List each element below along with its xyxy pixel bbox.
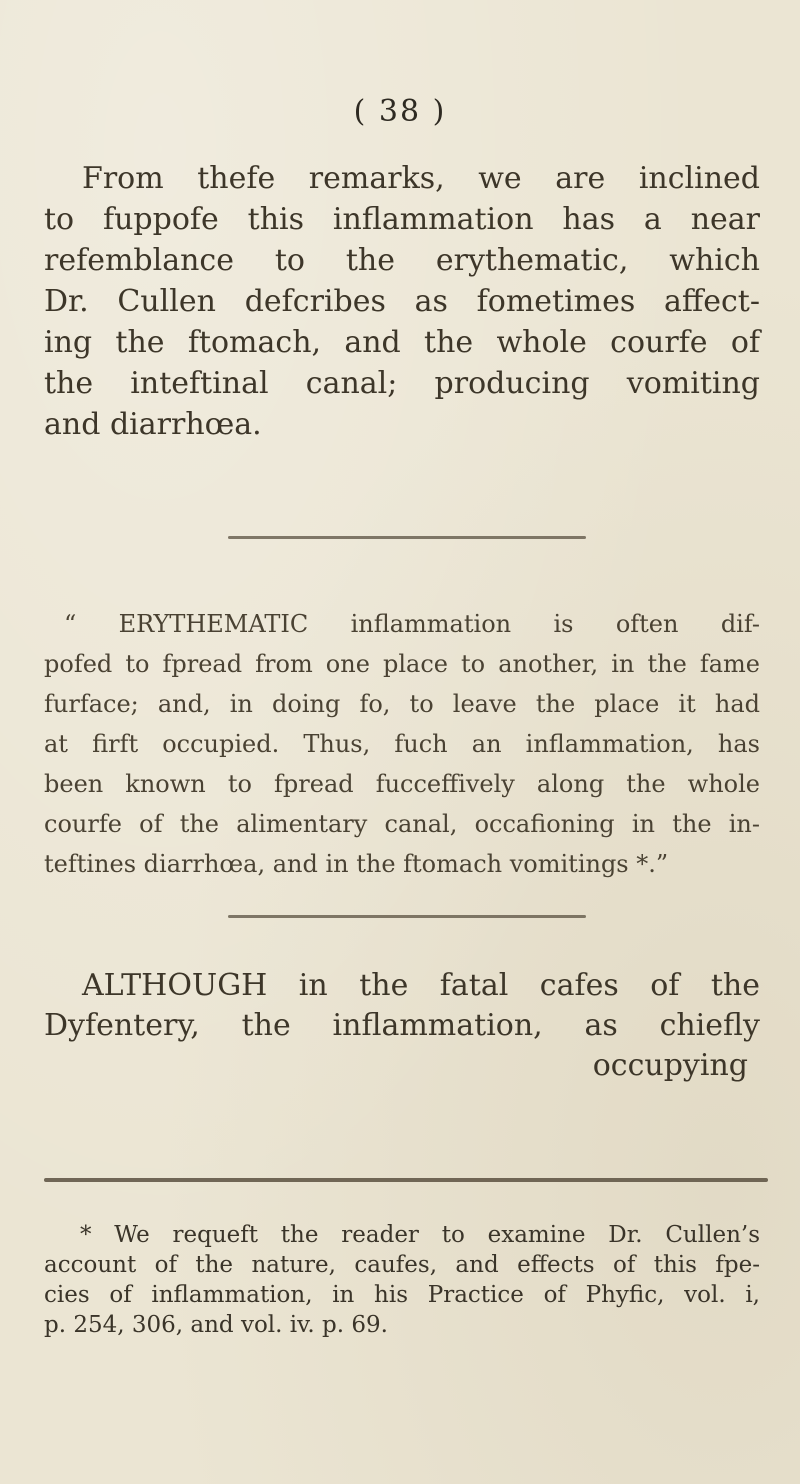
text-line: Dyfentery, the inflammation, as chiefly [44, 1008, 760, 1043]
section-divider [228, 915, 586, 918]
footnote [44, 1220, 760, 1340]
footnote-rule [44, 1178, 768, 1182]
text-line: ing the ftomach, and the whole courfe of [44, 325, 760, 360]
paragraph-although [44, 966, 760, 1086]
catchword: occupying [592, 1048, 748, 1083]
text-line: at firft occupied. Thus, fuch an inflammation, has [44, 730, 760, 758]
footnote-line: account of the nature, caufes, and effects of this fpe- [44, 1252, 760, 1278]
footnote-line: cies of inflammation, in his Practice of Phyfic, vol. i, [44, 1282, 760, 1308]
text-line: been known to fpread fucceffively along the whole [44, 770, 760, 798]
text-line: ALTHOUGH in the fatal cafes of the [82, 968, 760, 1003]
section-divider [228, 536, 586, 539]
paragraph-remarks [44, 158, 760, 445]
text-line: and diarrhœa. [44, 407, 262, 442]
text-line: furface; and, in doing fo, to leave the place it had [44, 690, 760, 718]
text-line: pofed to fpread from one place to another, in the fame [44, 650, 760, 678]
text-line: Dr. Cullen defcribes as fometimes affect- [44, 284, 760, 319]
text-line: From thefe remarks, we are inclined [82, 161, 760, 196]
text-line: the inteftinal canal; producing vomiting [44, 366, 760, 401]
text-line: refemblance to the erythematic, which [44, 243, 760, 278]
text-line: teftines diarrhœa, and in the ftomach vomitings *.” [44, 850, 669, 878]
text-line: “ ERYTHEMATIC inflammation is often dif- [64, 610, 760, 638]
footnote-line: p. 254, 306, and vol. iv. p. 69. [44, 1312, 388, 1338]
text-line: courfe of the alimentary canal, occafioning in the in- [44, 810, 760, 838]
footnote-line: * We requeft the reader to examine Dr. Cullen’s [80, 1222, 760, 1248]
page-number: ( 38 ) [353, 94, 447, 129]
text-line: to fuppofe this inflammation has a near [44, 202, 760, 237]
quotation-paragraph [44, 604, 760, 884]
